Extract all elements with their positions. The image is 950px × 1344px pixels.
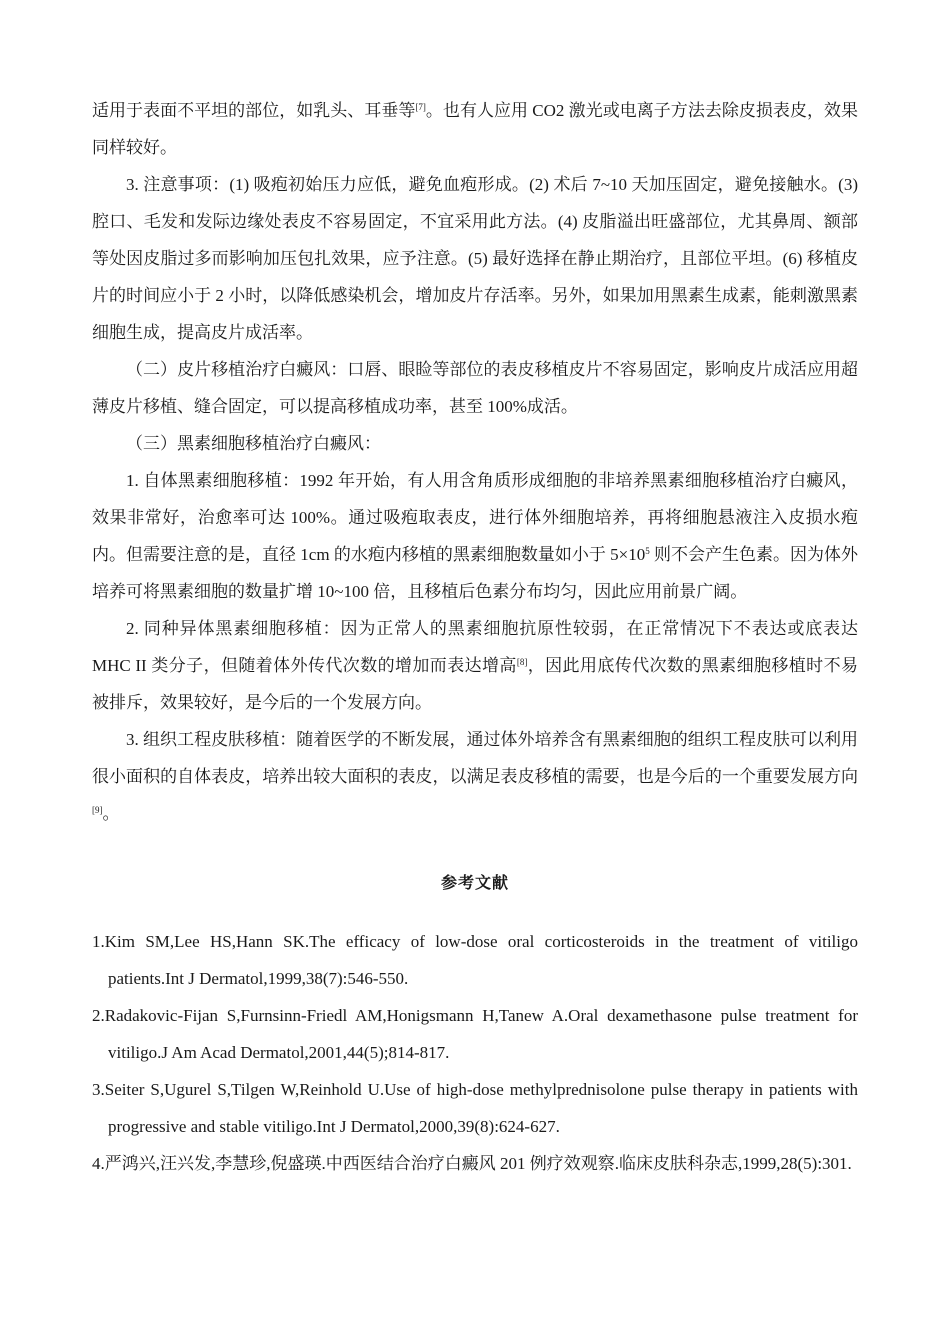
text-span: 。也有人应用 CO2 激光或电离子方法去除皮损表皮，效果同样较好。 [92,101,859,157]
exponent: 5 [645,546,650,556]
text-span: 1. 自体黑素细胞移植：1992 年开始，有人用含角质形成细胞的非培养黑素细胞移植治疗白癜风，效果非常好，治愈率可达 100%。通过吸疱取表皮，进行体外细胞培养，再将细胞悬液注入皮损水疱内。但需要注意的是，直径 1cm 的水疱内移植的黑素细胞数量如小于 5×10 [92,471,858,564]
reference-item: 4.严鸿兴,汪兴发,李慧珍,倪盛瑛.中西医结合治疗白癜风 201 例疗效观察.临床皮肤科杂志,1999,28(5):301. [92,1154,852,1173]
paragraph-skin-graft: （二）皮片移植治疗白癜风：口唇、眼睑等部位的表皮移植皮片不容易固定，影响皮片成活应用超薄皮片移植、缝合固定，可以提高移植成功率，甚至 100%成活。 [92,360,858,416]
paragraph-autologous [92,462,858,610]
reference-item: 3.Seiter S,Ugurel S,Tilgen W,Reinhold U.Use of high-dose methylprednisolone pulse therapy in patients with progressive and stable vitiligo.Int J Dermatol,2000,39(8):624-627. [92,1080,858,1136]
citation-7: [7] [415,102,426,112]
citation-9: [9] [92,805,103,815]
text-span: ，因此用底传代次数的黑素细胞移植时不易被排斥，效果较好，是今后的一个发展方向。 [92,656,858,712]
reference-item: 1.Kim SM,Lee HS,Hann SK.The efficacy of low-dose oral corticosteroids in the treatment of vitiligo patients.Int J Dermatol,1999,38(7):546-550. [92,932,858,988]
paragraph-tissue-engineering [92,721,858,832]
reference-item: 2.Radakovic-Fijan S,Furnsinn-Friedl AM,Honigsmann H,Tanew A.Oral dexamethasone pulse treatment for vitiligo.J Am Acad Dermatol,2001,44(5);814-817. [92,1006,858,1062]
paragraph-continuation [92,92,858,166]
references-title: 参考文献 [440,873,509,892]
paragraph-allogeneic [92,610,858,721]
references-list [92,923,858,1182]
citation-8: [8] [516,657,528,667]
text-span: 。 [102,804,120,823]
paragraph-precautions: 3. 注意事项：(1) 吸疱初始压力应低，避免血疱形成。(2) 术后 7~10 天加压固定，避免接触水。(3) 腔口、毛发和发际边缘处表皮不容易固定，不宜采用此方法。(4) 皮脂溢出旺盛部位，尤其鼻周、额部等处因皮脂过多而影响加压包扎效果，应予注意。(5) 最好选择在静止期治疗，且部位平坦。(6) 移植皮片的时间应小于 2 小时，以降低感染机会，增加皮片存活率。另外，如果加用黑素生成素，能刺激黑素细胞生成，提高皮片成活率。 [92,175,858,342]
text-span: 则不会产生色素。因为体外培养可将黑素细胞的数量扩增 10~100 倍，且移植后色素分布均匀，因此应用前景广阔。 [92,545,859,601]
section-heading-melanocyte: （三）黑素细胞移植治疗白癜风： [126,434,381,453]
text-span: 2. 同种异体黑素细胞移植：因为正常人的黑素细胞抗原性较弱，在正常情况下不表达或底表达 MHC II 类分子，但随着体外传代次数的增加而表达增高 [92,619,858,675]
document-page [92,92,858,1182]
text-span: 适用于表面不平坦的部位，如乳头、耳垂等 [92,101,416,120]
text-span: 3. 组织工程皮肤移植：随着医学的不断发展，通过体外培养含有黑素细胞的组织工程皮肤可以利用很小面积的自体表皮，培养出较大面积的表皮，以满足表皮移植的需要，也是今后的一个重要发展方向 [92,730,858,786]
